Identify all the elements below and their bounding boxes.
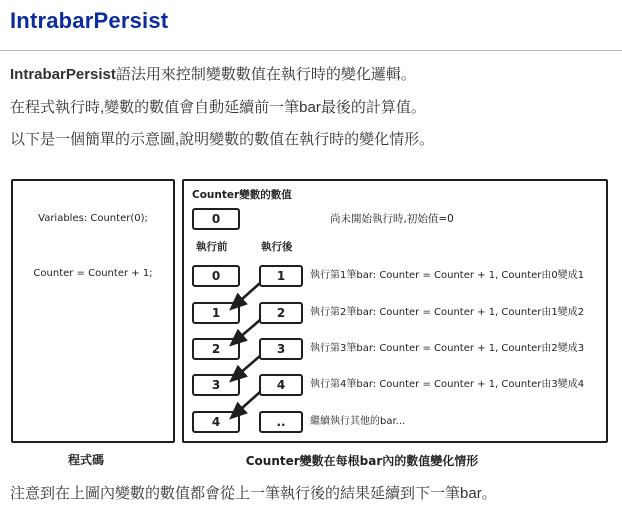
value-box-header: Counter變數的數值 — [192, 189, 292, 201]
intro-text: 語法用來控制變數數值在執行時的變化邏輯。 — [115, 66, 416, 83]
before-cell: 3 — [192, 374, 240, 396]
before-cell: 2 — [192, 338, 240, 360]
after-cell: 2 — [259, 302, 303, 324]
init-value-cell: 0 — [192, 208, 240, 230]
column-label-after: 執行後 — [261, 241, 293, 253]
para-auto-continue: 在程式執行時,變數的數值會自動延續前一筆bar最後的計算值。 — [10, 99, 426, 116]
value-row — [184, 265, 610, 287]
diagram — [0, 179, 622, 474]
value-row — [184, 302, 610, 324]
row-note: 執行第2筆bar: Counter = Counter + 1, Counter由1變成2 — [310, 307, 585, 318]
value-box-caption: Counter變數在每根bar內的數值變化情形 — [245, 454, 479, 468]
after-cell: 4 — [259, 374, 303, 396]
after-cell: 1 — [259, 265, 303, 287]
code-line-variables: Variables: Counter(0); — [38, 213, 148, 224]
row-note: 執行第1筆bar: Counter = Counter + 1, Counter由0變成1 — [310, 270, 585, 281]
value-box — [182, 179, 608, 443]
before-cell: 4 — [192, 411, 240, 433]
code-box-caption: 程式碼 — [67, 453, 104, 467]
footer-note: 注意到在上圖內變數的數值都會從上一筆執行後的結果延續到下一筆bar。 — [10, 485, 497, 502]
para-diagram-intro: 以下是一個簡單的示意圖,說明變數的數值在執行時的變化情形。 — [10, 131, 435, 148]
intro-paragraph — [10, 63, 416, 84]
page-title: IntrabarPersist — [10, 8, 169, 33]
before-cell: 1 — [192, 302, 240, 324]
column-label-before: 執行前 — [196, 241, 228, 253]
before-cell: 0 — [192, 265, 240, 287]
intro-keyword: IntrabarPersist — [10, 66, 116, 83]
after-cell: 3 — [259, 338, 303, 360]
value-row — [184, 338, 610, 360]
after-cell: .. — [259, 411, 303, 433]
value-row — [184, 411, 610, 433]
value-row — [184, 374, 610, 396]
init-note: 尚未開始執行時,初始值=0 — [330, 213, 454, 225]
row-note: 執行第3筆bar: Counter = Counter + 1, Counter由2變成3 — [310, 343, 585, 354]
divider — [0, 50, 622, 51]
row-note: 繼續執行其他的bar... — [310, 416, 406, 427]
row-note: 執行第4筆bar: Counter = Counter + 1, Counter由3變成4 — [310, 379, 585, 390]
code-box — [11, 179, 175, 443]
code-line-increment: Counter = Counter + 1; — [33, 268, 153, 279]
